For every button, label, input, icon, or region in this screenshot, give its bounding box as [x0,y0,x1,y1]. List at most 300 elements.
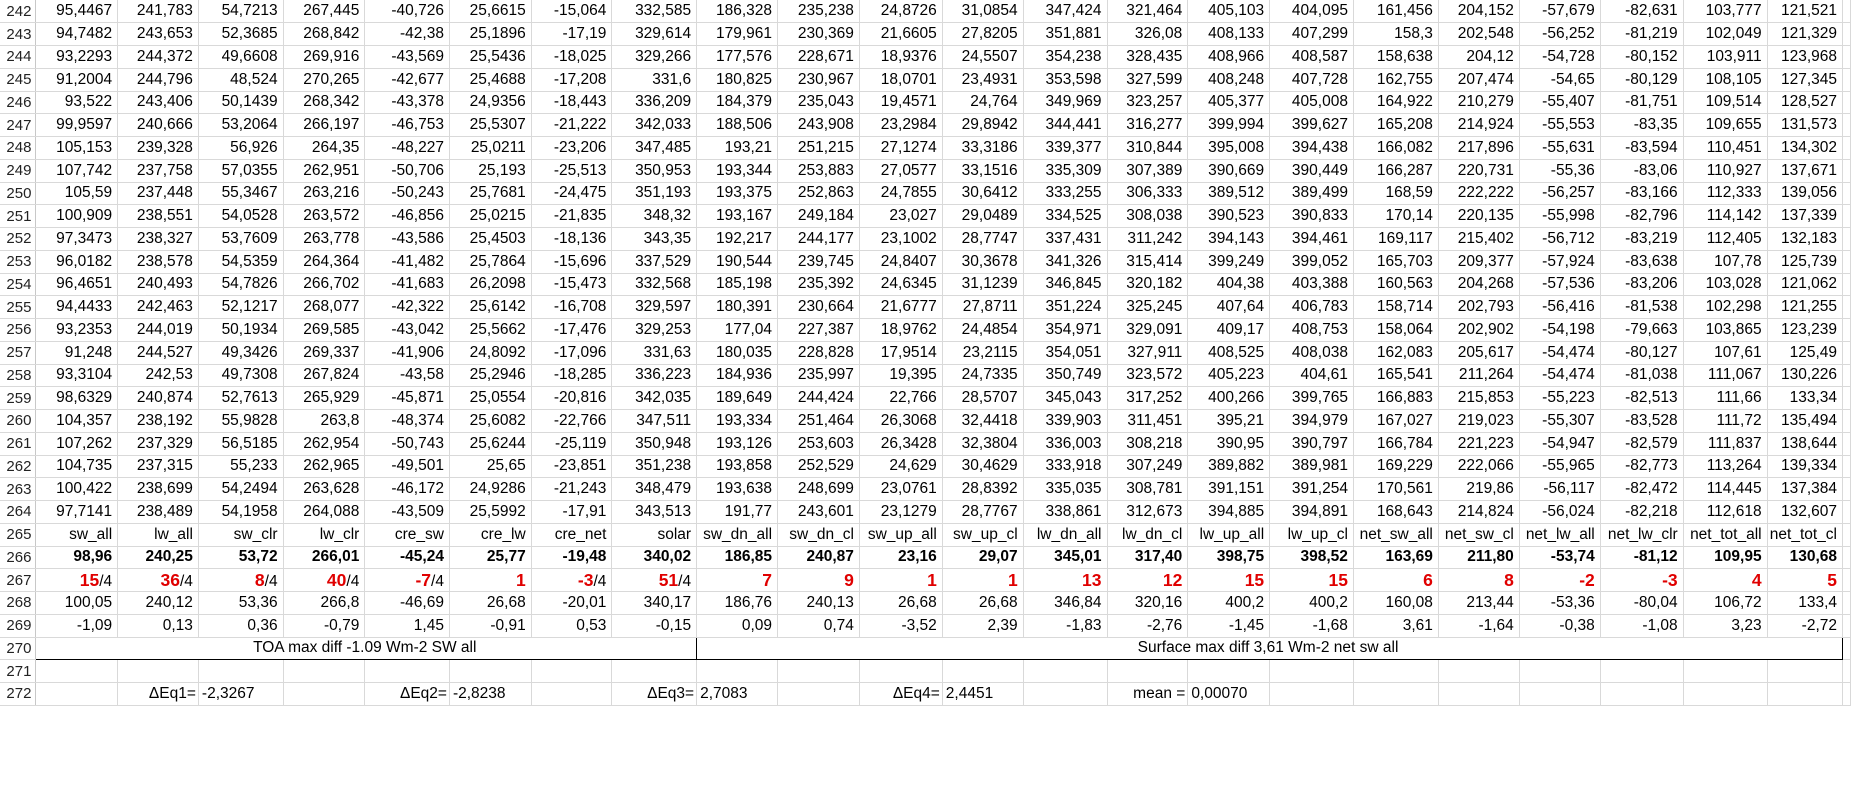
cell[interactable]: -43,586 [365,228,450,251]
cell[interactable]: 167,027 [1353,410,1438,433]
cell[interactable]: 95,4467 [36,0,118,23]
cell[interactable]: 310,844 [1107,137,1188,160]
empty-cell[interactable] [1683,683,1767,706]
cell[interactable]: 111,067 [1683,364,1767,387]
cell[interactable]: 0,53 [531,614,612,637]
cell[interactable]: 31,1239 [942,273,1023,296]
row-header[interactable]: 261 [0,432,36,455]
empty-cell[interactable] [697,660,778,683]
cell[interactable]: 27,1274 [859,137,942,160]
empty-cell[interactable] [1843,683,1851,706]
cell[interactable]: -83,219 [1600,228,1683,251]
cell[interactable]: -54,474 [1519,364,1600,387]
fraction-cell[interactable] [365,569,450,592]
cell[interactable]: 237,448 [118,182,199,205]
cell[interactable]: 329,266 [612,46,697,69]
empty-cell[interactable] [1023,683,1107,706]
cell[interactable]: -50,743 [365,432,450,455]
cell[interactable]: 96,4651 [36,273,118,296]
cell[interactable]: 112,618 [1683,501,1767,524]
row-header[interactable]: 253 [0,250,36,273]
fraction-cell[interactable] [198,569,283,592]
cell[interactable]: 107,78 [1683,250,1767,273]
cell[interactable]: 25,193 [449,159,531,182]
cell[interactable]: 308,781 [1107,478,1188,501]
cell[interactable]: 25,65 [449,455,531,478]
cell[interactable]: 242,463 [118,296,199,319]
cell[interactable]: 54,7213 [198,0,283,23]
cell[interactable]: 262,954 [283,432,365,455]
cell[interactable]: -18,025 [531,46,612,69]
cell[interactable]: -46,172 [365,478,450,501]
cell[interactable]: 215,402 [1438,228,1519,251]
cell[interactable]: -18,136 [531,228,612,251]
cell[interactable]: 238,699 [118,478,199,501]
cell[interactable]: 406,783 [1270,296,1354,319]
cell[interactable]: -20,816 [531,387,612,410]
cell[interactable]: 240,874 [118,387,199,410]
cell[interactable]: -53,74 [1519,546,1600,569]
row-header[interactable]: 264 [0,501,36,524]
cell[interactable]: -57,924 [1519,250,1600,273]
empty-cell[interactable] [1843,569,1851,592]
cell[interactable]: 107,262 [36,432,118,455]
cell[interactable]: 28,7767 [942,501,1023,524]
cell[interactable]: 230,967 [778,68,860,91]
fraction-cell[interactable] [1519,569,1600,592]
cell[interactable]: 394,885 [1188,501,1270,524]
cell[interactable]: 1,45 [365,614,450,637]
cell[interactable]: 238,489 [118,501,199,524]
cell[interactable]: 268,842 [283,23,365,46]
cell[interactable]: -55,36 [1519,159,1600,182]
cell[interactable]: 185,198 [697,273,778,296]
cell[interactable]: 390,95 [1188,432,1270,455]
cell[interactable]: 253,603 [778,432,860,455]
cell[interactable]: 238,192 [118,410,199,433]
empty-cell[interactable] [1023,660,1107,683]
cell[interactable]: 239,328 [118,137,199,160]
cell[interactable]: -0,15 [612,614,697,637]
empty-cell[interactable] [1843,660,1851,683]
cell[interactable]: 27,8205 [942,23,1023,46]
column-header-cell[interactable]: lw_up_cl [1270,523,1354,546]
fraction-cell[interactable] [1188,569,1270,592]
row-header[interactable]: 267 [0,569,36,592]
cell[interactable]: 264,364 [283,250,365,273]
cell[interactable]: 180,391 [697,296,778,319]
cell[interactable]: 163,69 [1353,546,1438,569]
fraction-cell[interactable] [697,569,778,592]
cell[interactable]: 170,561 [1353,478,1438,501]
column-header-cell[interactable]: sw_up_cl [942,523,1023,546]
cell[interactable]: 113,264 [1683,455,1767,478]
cell[interactable]: 210,279 [1438,91,1519,114]
cell[interactable]: 0,09 [697,614,778,637]
cell[interactable]: 24,6345 [859,273,942,296]
cell[interactable]: 312,673 [1107,501,1188,524]
cell[interactable]: 213,44 [1438,592,1519,615]
cell[interactable]: 56,926 [198,137,283,160]
cell[interactable]: -42,322 [365,296,450,319]
cell[interactable]: 177,576 [697,46,778,69]
cell[interactable]: 93,3104 [36,364,118,387]
cell[interactable]: 32,3804 [942,432,1023,455]
cell[interactable]: 102,298 [1683,296,1767,319]
cell[interactable]: 21,6605 [859,23,942,46]
cell[interactable]: -0,79 [283,614,365,637]
cell[interactable]: 21,6777 [859,296,942,319]
eq4-value[interactable]: 2,4451 [942,683,1023,706]
empty-cell[interactable] [283,683,365,706]
cell[interactable]: 394,979 [1270,410,1354,433]
cell[interactable]: 327,599 [1107,68,1188,91]
cell[interactable]: 25,6244 [449,432,531,455]
cell[interactable]: 334,525 [1023,205,1107,228]
cell[interactable]: -20,01 [531,592,612,615]
cell[interactable]: 114,445 [1683,478,1767,501]
cell[interactable]: 389,882 [1188,455,1270,478]
cell[interactable]: 100,05 [36,592,118,615]
cell[interactable]: 91,2004 [36,68,118,91]
cell[interactable]: 0,74 [778,614,860,637]
cell[interactable]: -1,45 [1188,614,1270,637]
cell[interactable]: 265,929 [283,387,365,410]
cell[interactable]: 311,242 [1107,228,1188,251]
cell[interactable]: 306,333 [1107,182,1188,205]
cell[interactable]: -56,416 [1519,296,1600,319]
cell[interactable]: 237,758 [118,159,199,182]
cell[interactable]: 132,607 [1767,501,1842,524]
row-header[interactable]: 252 [0,228,36,251]
empty-cell[interactable] [36,683,118,706]
cell[interactable]: 29,07 [942,546,1023,569]
cell[interactable]: 111,837 [1683,432,1767,455]
cell[interactable]: 389,512 [1188,182,1270,205]
cell[interactable]: -83,166 [1600,182,1683,205]
cell[interactable]: 100,422 [36,478,118,501]
cell[interactable]: 193,344 [697,159,778,182]
cell[interactable]: 241,783 [118,0,199,23]
cell[interactable]: -15,473 [531,273,612,296]
empty-cell[interactable] [1600,683,1683,706]
cell[interactable]: 332,568 [612,273,697,296]
cell[interactable]: -1,68 [1270,614,1354,637]
cell[interactable]: 32,4418 [942,410,1023,433]
empty-cell[interactable] [1600,660,1683,683]
cell[interactable]: 23,1002 [859,228,942,251]
column-header-cell[interactable]: lw_dn_all [1023,523,1107,546]
cell[interactable]: 25,0554 [449,387,531,410]
cell[interactable]: 54,2494 [198,478,283,501]
cell[interactable]: 134,302 [1767,137,1842,160]
cell[interactable]: 266,197 [283,114,365,137]
cell[interactable]: -45,24 [365,546,450,569]
cell[interactable]: 25,5992 [449,501,531,524]
cell[interactable]: 399,994 [1188,114,1270,137]
row-header[interactable]: 262 [0,455,36,478]
cell[interactable]: 160,563 [1353,273,1438,296]
cell[interactable]: 238,578 [118,250,199,273]
cell[interactable]: -55,307 [1519,410,1600,433]
eq3-value[interactable]: 2,7083 [697,683,778,706]
cell[interactable]: 94,4433 [36,296,118,319]
column-header-cell[interactable]: sw_all [36,523,118,546]
cell[interactable]: -3,52 [859,614,942,637]
cell[interactable]: 342,035 [612,387,697,410]
cell[interactable]: -55,965 [1519,455,1600,478]
cell[interactable]: 186,85 [697,546,778,569]
empty-cell[interactable] [1188,660,1270,683]
cell[interactable]: 125,739 [1767,250,1842,273]
cell[interactable]: 354,238 [1023,46,1107,69]
eq2-label[interactable]: ΔEq2= [365,683,450,706]
eq1-value[interactable]: -2,3267 [198,683,283,706]
cell[interactable]: -21,222 [531,114,612,137]
cell[interactable]: -15,696 [531,250,612,273]
cell[interactable]: 54,0528 [198,205,283,228]
cell[interactable]: -56,024 [1519,501,1600,524]
cell[interactable]: 22,766 [859,387,942,410]
cell[interactable]: -43,509 [365,501,450,524]
cell[interactable]: 109,655 [1683,114,1767,137]
cell[interactable]: 408,038 [1270,341,1354,364]
cell[interactable]: 98,96 [36,546,118,569]
mean-value[interactable]: 0,00070 [1188,683,1270,706]
cell[interactable]: 237,315 [118,455,199,478]
empty-cell[interactable] [778,683,860,706]
cell[interactable]: -83,594 [1600,137,1683,160]
empty-cell[interactable] [1843,478,1851,501]
cell[interactable]: 111,66 [1683,387,1767,410]
cell[interactable]: 326,08 [1107,23,1188,46]
cell[interactable]: 204,152 [1438,0,1519,23]
cell[interactable]: 26,68 [942,592,1023,615]
cell[interactable]: 214,824 [1438,501,1519,524]
cell[interactable]: 94,7482 [36,23,118,46]
column-header-cell[interactable]: net_sw_all [1353,523,1438,546]
cell[interactable]: -23,206 [531,137,612,160]
cell[interactable]: 395,21 [1188,410,1270,433]
cell[interactable]: 53,7609 [198,228,283,251]
cell[interactable]: 54,1958 [198,501,283,524]
cell[interactable]: 316,277 [1107,114,1188,137]
cell[interactable]: 238,551 [118,205,199,228]
cell[interactable]: 24,764 [942,91,1023,114]
row-header[interactable]: 265 [0,523,36,546]
cell[interactable]: 408,133 [1188,23,1270,46]
cell[interactable]: -81,038 [1600,364,1683,387]
cell[interactable]: 161,456 [1353,0,1438,23]
row-header[interactable]: 244 [0,46,36,69]
cell[interactable]: -1,08 [1600,614,1683,637]
cell[interactable]: 193,375 [697,182,778,205]
cell[interactable]: 166,784 [1353,432,1438,455]
cell[interactable]: 202,902 [1438,319,1519,342]
row-header[interactable]: 250 [0,182,36,205]
cell[interactable]: -81,219 [1600,23,1683,46]
cell[interactable]: -55,407 [1519,91,1600,114]
fraction-cell[interactable] [942,569,1023,592]
cell[interactable]: 109,514 [1683,91,1767,114]
cell[interactable]: -81,12 [1600,546,1683,569]
fraction-cell[interactable] [1683,569,1767,592]
cell[interactable]: 25,4688 [449,68,531,91]
cell[interactable]: -82,631 [1600,0,1683,23]
cell[interactable]: 49,3426 [198,341,283,364]
cell[interactable]: 98,6329 [36,387,118,410]
row-header[interactable]: 272 [0,683,36,706]
empty-cell[interactable] [118,660,199,683]
cell[interactable]: 125,49 [1767,341,1842,364]
cell[interactable]: 399,052 [1270,250,1354,273]
empty-cell[interactable] [1843,410,1851,433]
cell[interactable]: 133,4 [1767,592,1842,615]
cell[interactable]: -56,257 [1519,182,1600,205]
cell[interactable]: 121,521 [1767,0,1842,23]
cell[interactable]: 139,056 [1767,182,1842,205]
cell[interactable]: 128,527 [1767,91,1842,114]
fraction-cell[interactable] [449,569,531,592]
cell[interactable]: 336,003 [1023,432,1107,455]
empty-cell[interactable] [1843,546,1851,569]
cell[interactable]: 391,151 [1188,478,1270,501]
cell[interactable]: 107,61 [1683,341,1767,364]
cell[interactable]: 103,911 [1683,46,1767,69]
cell[interactable]: 205,617 [1438,341,1519,364]
cell[interactable]: 311,451 [1107,410,1188,433]
cell[interactable]: -82,472 [1600,478,1683,501]
empty-cell[interactable] [1519,683,1600,706]
cell[interactable]: 25,0211 [449,137,531,160]
cell[interactable]: 104,357 [36,410,118,433]
cell[interactable]: 25,4503 [449,228,531,251]
cell[interactable]: 24,9286 [449,478,531,501]
empty-cell[interactable] [1843,228,1851,251]
cell[interactable]: 269,916 [283,46,365,69]
cell[interactable]: 158,3 [1353,23,1438,46]
cell[interactable]: -55,631 [1519,137,1600,160]
cell[interactable]: 193,334 [697,410,778,433]
cell[interactable]: 262,951 [283,159,365,182]
empty-cell[interactable] [1843,137,1851,160]
cell[interactable]: 193,167 [697,205,778,228]
empty-cell[interactable] [531,660,612,683]
cell[interactable]: 30,6412 [942,182,1023,205]
cell[interactable]: 188,506 [697,114,778,137]
cell[interactable]: 220,135 [1438,205,1519,228]
empty-cell[interactable] [1843,159,1851,182]
empty-cell[interactable] [1353,660,1438,683]
empty-cell[interactable] [1843,637,1851,660]
empty-cell[interactable] [1843,296,1851,319]
cell[interactable]: 27,8711 [942,296,1023,319]
cell[interactable]: 332,585 [612,0,697,23]
cell[interactable]: 239,745 [778,250,860,273]
cell[interactable]: 339,903 [1023,410,1107,433]
column-header-cell[interactable]: lw_dn_cl [1107,523,1188,546]
cell[interactable]: 339,377 [1023,137,1107,160]
column-header-cell[interactable]: sw_dn_all [697,523,778,546]
cell[interactable]: 24,7855 [859,182,942,205]
empty-cell[interactable] [1843,387,1851,410]
cell[interactable]: 344,441 [1023,114,1107,137]
cell[interactable]: 130,226 [1767,364,1842,387]
empty-cell[interactable] [1107,660,1188,683]
cell[interactable]: 351,224 [1023,296,1107,319]
fraction-cell[interactable] [1353,569,1438,592]
fraction-cell[interactable] [283,569,365,592]
cell[interactable]: 267,445 [283,0,365,23]
cell[interactable]: 351,238 [612,455,697,478]
cell[interactable]: 48,524 [198,68,283,91]
cell[interactable]: 93,2353 [36,319,118,342]
cell[interactable]: 252,529 [778,455,860,478]
empty-cell[interactable] [1270,660,1354,683]
row-header[interactable]: 245 [0,68,36,91]
empty-cell[interactable] [1843,205,1851,228]
cell[interactable]: 179,961 [697,23,778,46]
fraction-cell[interactable] [859,569,942,592]
fraction-cell[interactable] [612,569,697,592]
cell[interactable]: -17,91 [531,501,612,524]
cell[interactable]: 137,384 [1767,478,1842,501]
cell[interactable]: -55,998 [1519,205,1600,228]
empty-cell[interactable] [1843,455,1851,478]
cell[interactable]: 24,8092 [449,341,531,364]
column-header-cell[interactable]: sw_clr [198,523,283,546]
cell[interactable]: 99,9597 [36,114,118,137]
empty-cell[interactable] [531,683,612,706]
cell[interactable]: 166,287 [1353,159,1438,182]
cell[interactable]: -82,513 [1600,387,1683,410]
cell[interactable]: 192,217 [697,228,778,251]
cell[interactable]: 114,142 [1683,205,1767,228]
row-header[interactable]: 242 [0,0,36,23]
empty-cell[interactable] [365,660,450,683]
cell[interactable]: 329,091 [1107,319,1188,342]
cell[interactable]: 25,2946 [449,364,531,387]
cell[interactable]: 103,865 [1683,319,1767,342]
cell[interactable]: 335,309 [1023,159,1107,182]
cell[interactable]: 177,04 [697,319,778,342]
cell[interactable]: 23,4931 [942,68,1023,91]
cell[interactable]: 109,95 [1683,546,1767,569]
cell[interactable]: 338,861 [1023,501,1107,524]
cell[interactable]: 230,369 [778,23,860,46]
cell[interactable]: 253,883 [778,159,860,182]
cell[interactable]: 160,08 [1353,592,1438,615]
cell[interactable]: 19,395 [859,364,942,387]
cell[interactable]: -1,09 [36,614,118,637]
row-header[interactable]: 247 [0,114,36,137]
cell[interactable]: 26,3068 [859,410,942,433]
cell[interactable]: 105,59 [36,182,118,205]
cell[interactable]: 329,614 [612,23,697,46]
cell[interactable]: 342,033 [612,114,697,137]
row-header[interactable]: 260 [0,410,36,433]
cell[interactable]: -57,679 [1519,0,1600,23]
cell[interactable]: -56,117 [1519,478,1600,501]
cell[interactable]: 123,239 [1767,319,1842,342]
column-header-cell[interactable]: sw_dn_cl [778,523,860,546]
cell[interactable]: -16,708 [531,296,612,319]
cell[interactable]: 23,2115 [942,341,1023,364]
fraction-cell[interactable] [1600,569,1683,592]
cell[interactable]: 191,77 [697,501,778,524]
cell[interactable]: 235,392 [778,273,860,296]
row-header[interactable]: 259 [0,387,36,410]
